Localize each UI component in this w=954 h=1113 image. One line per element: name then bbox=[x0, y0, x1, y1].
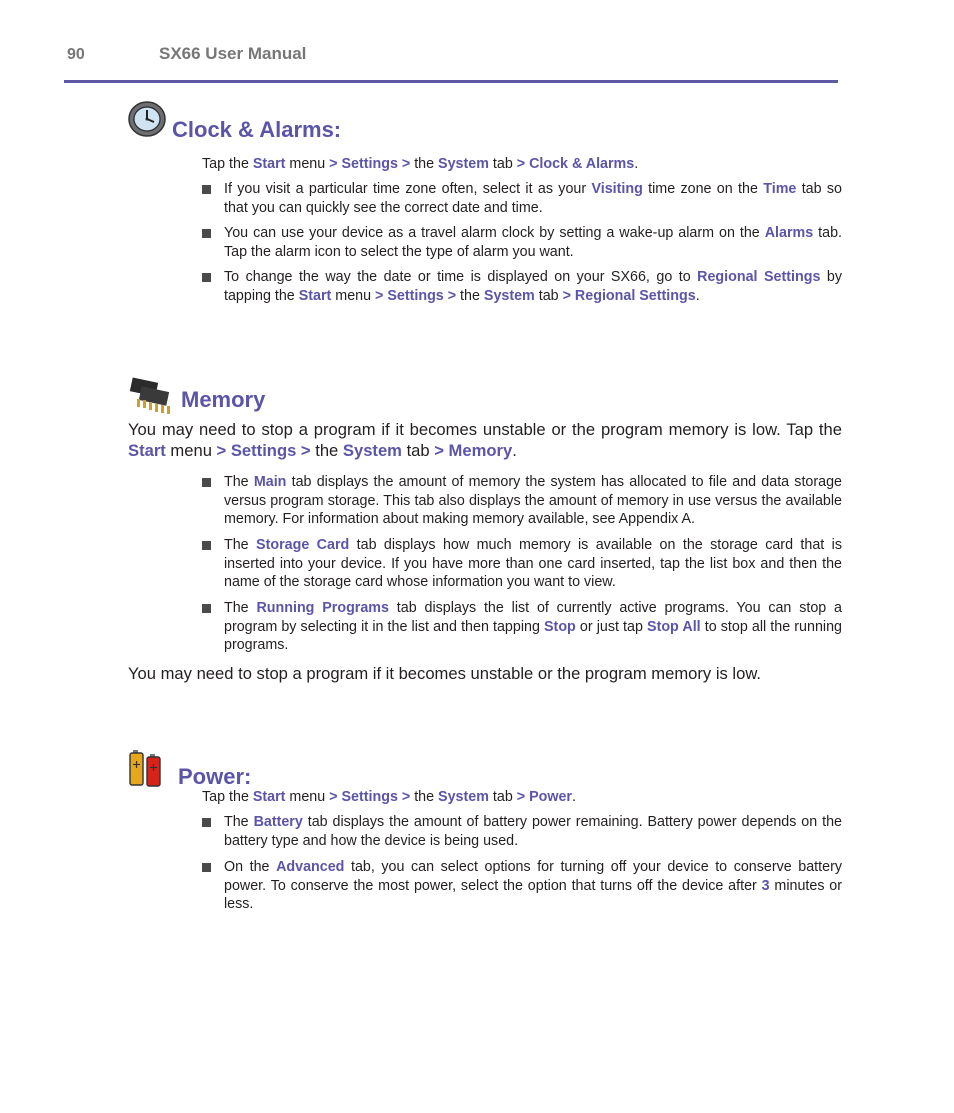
highlighted-term: > Settings > bbox=[216, 441, 311, 460]
header-rule bbox=[64, 80, 838, 83]
text-run: tab displays the list of currently active programs. You can stop a program by selecting it in the list and then tapping bbox=[224, 600, 842, 635]
highlighted-term: System bbox=[438, 156, 489, 172]
highlighted-term: Battery bbox=[253, 814, 303, 830]
text-run: menu bbox=[331, 287, 376, 304]
highlighted-term: > Settings > bbox=[329, 789, 411, 805]
text-run: tab, you can select options for turning off your device to conserve battery power. To conserve the most power, select the option that turns off the device after bbox=[224, 859, 842, 894]
text-run: To change the way the date or time is displayed on your SX66, go to bbox=[224, 269, 698, 285]
text-run: by tapping the bbox=[224, 269, 842, 304]
text-run: tab bbox=[488, 789, 517, 805]
highlighted-term: Alarms bbox=[764, 225, 814, 241]
highlighted-term: Main bbox=[253, 474, 287, 490]
text-run: Tap the bbox=[202, 156, 253, 172]
text-run: The bbox=[224, 537, 257, 553]
highlighted-term: System bbox=[483, 287, 535, 304]
highlighted-term: Running Programs bbox=[256, 600, 389, 616]
text-run: . bbox=[571, 789, 576, 805]
power-intro bbox=[202, 788, 842, 807]
highlighted-term: 3 bbox=[761, 877, 770, 894]
text-run: minutes or less. bbox=[224, 877, 843, 912]
power-title: Power: bbox=[178, 764, 252, 789]
highlighted-term: Start bbox=[252, 156, 286, 172]
text-run: tab bbox=[488, 156, 517, 172]
clock-alarms-title: Clock & Alarms: bbox=[172, 117, 342, 142]
text-run: If you visit a particular time zone often, select it as your bbox=[224, 181, 592, 197]
text-run: menu bbox=[285, 156, 330, 172]
clock-intro bbox=[202, 155, 842, 174]
text-run: You may need to stop a program if it becomes unstable or the program memory is low. Tap the bbox=[128, 420, 842, 439]
text-run: tab displays the amount of battery power remaining. Battery power depends on the battery type and how the device is being used. bbox=[224, 814, 842, 849]
text-run: Tap the bbox=[202, 789, 253, 805]
highlighted-term: > Clock & Alarms bbox=[516, 156, 635, 172]
text-run: The bbox=[224, 600, 257, 616]
text-run: The bbox=[224, 474, 254, 490]
text-run: time zone on the bbox=[642, 181, 764, 197]
memory-outro: You may need to stop a program if it becomes unstable or the program memory is low. bbox=[128, 664, 762, 683]
text-run: tab bbox=[534, 287, 563, 304]
highlighted-term: Visiting bbox=[591, 181, 643, 197]
highlighted-term: Stop All bbox=[647, 618, 701, 635]
text-run: . bbox=[695, 287, 700, 304]
text-run: the bbox=[456, 287, 484, 304]
memory-chip-icon bbox=[128, 377, 176, 422]
highlighted-term: Start bbox=[298, 287, 332, 304]
highlighted-term: Advanced bbox=[276, 859, 345, 875]
text-run: The bbox=[224, 814, 254, 830]
text-run: On the bbox=[224, 859, 277, 875]
text-run: tab. Tap the alarm icon to select the type of alarm you want. bbox=[224, 225, 842, 260]
text-run: or just tap bbox=[575, 618, 648, 635]
text-run: menu bbox=[285, 789, 330, 805]
highlighted-term: > Settings > bbox=[375, 287, 457, 304]
highlighted-term: > Settings > bbox=[329, 156, 411, 172]
text-run: the bbox=[410, 156, 439, 172]
highlighted-term: > Power bbox=[516, 789, 572, 805]
memory-intro bbox=[128, 419, 842, 461]
text-run: the bbox=[310, 441, 343, 460]
highlighted-term: Start bbox=[128, 441, 166, 460]
text-run: the bbox=[410, 789, 439, 805]
highlighted-term: Stop bbox=[544, 618, 576, 635]
text-run: tab displays how much memory is available on the storage card that is inserted into your device. If you have more than one card inserted, tap the list box and then the name of the storage card whose information you want to view. bbox=[224, 537, 842, 590]
memory-title: Memory bbox=[181, 387, 266, 412]
text-run: tab so that you can quickly see the correct date and time. bbox=[224, 181, 842, 216]
text-run: tab displays the amount of memory the system has allocated to file and data storage versus program storage. This tab also displays the amount of memory in use versus the available memory. For information about making memory available, see Appendix A. bbox=[224, 474, 842, 527]
text-run: . bbox=[512, 441, 517, 460]
text-run: to stop all the running programs. bbox=[224, 618, 842, 653]
highlighted-term: System bbox=[342, 441, 402, 460]
text-run: . bbox=[634, 156, 639, 172]
highlighted-term: Time bbox=[763, 181, 797, 197]
highlighted-term: > Regional Settings bbox=[562, 287, 696, 304]
highlighted-term: System bbox=[438, 789, 489, 805]
highlighted-term: Start bbox=[252, 789, 286, 805]
highlighted-term: Regional Settings bbox=[697, 269, 821, 285]
highlighted-term: Storage Card bbox=[256, 537, 350, 553]
highlighted-term: > Memory bbox=[434, 441, 513, 460]
page-number: 90 bbox=[67, 46, 85, 63]
text-run: You can use your device as a travel alarm clock by setting a wake-up alarm on the bbox=[224, 225, 765, 241]
text-run: menu bbox=[165, 441, 217, 460]
manual-title: SX66 User Manual bbox=[159, 44, 307, 63]
clock-icon bbox=[127, 100, 167, 143]
text-run: tab bbox=[401, 441, 435, 460]
battery-icon bbox=[129, 748, 167, 793]
